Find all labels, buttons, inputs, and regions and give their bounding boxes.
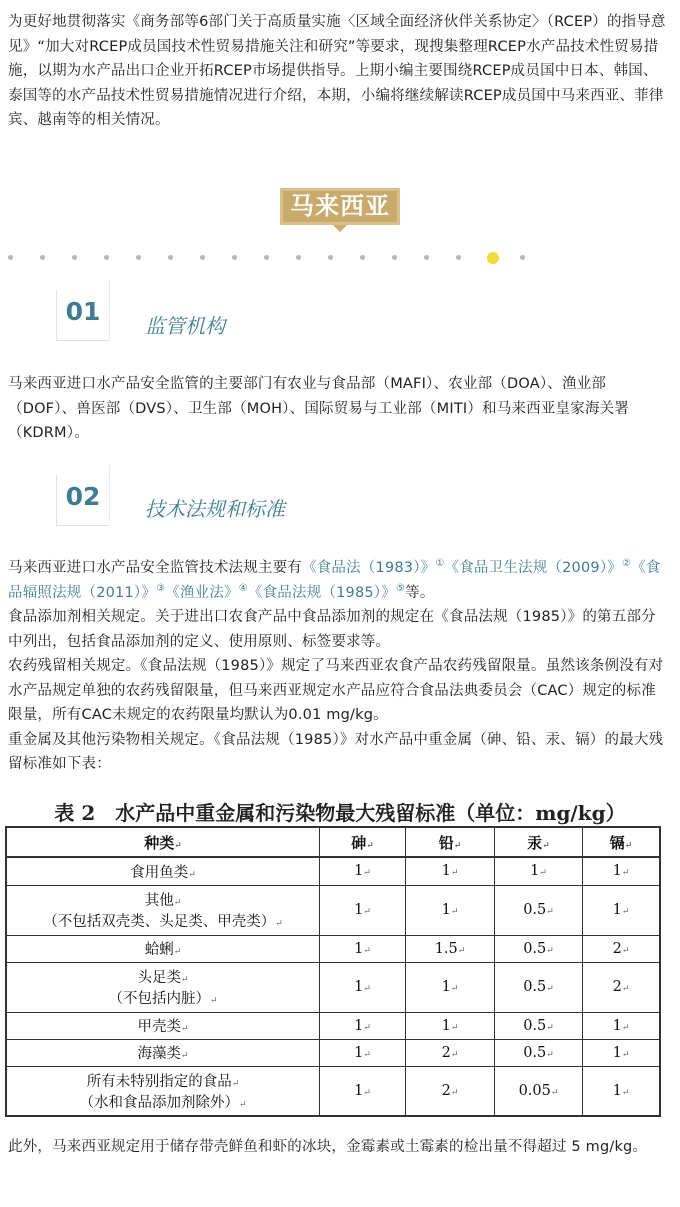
- table-row: [6, 885, 660, 935]
- active-dot: [487, 252, 499, 264]
- heavy-metal-table: [5, 826, 661, 1117]
- cell-value: 0.5↵: [495, 1039, 583, 1066]
- category-text: 其他: [144, 893, 174, 909]
- cell-value: 1↵: [583, 1012, 661, 1039]
- cell-value: 1↵: [320, 1012, 406, 1039]
- cell-value: 0.5↵: [495, 935, 583, 962]
- law-title: 《渔业法》: [165, 584, 239, 601]
- cell-category: 蛤蜊↵: [6, 935, 320, 962]
- law-title: 《食品法（1983）》: [302, 560, 436, 576]
- cell-value: 1↵: [320, 935, 406, 962]
- regulations-block: [8, 556, 668, 777]
- cell-value: 2↵: [406, 1066, 495, 1116]
- category-text: 头足类: [137, 970, 181, 986]
- law-title: 《食品辐照法规（2011）》: [8, 560, 661, 601]
- divider-dot: [520, 255, 525, 260]
- law-footnote-marker: ①: [435, 558, 445, 570]
- cell-value: 1↵: [320, 1039, 406, 1066]
- decorative-dot-divider: [8, 252, 548, 264]
- pesticides-paragraph: 农药残留相关规定。《食品法规（1985）》规定了马来西亚农食产品农药残留限量。虽然该条例没有对水产品规定单独的农药残留限量，但马来西亚规定水产品应符合食品法典委员会（CAC）规定的标准限量，所有CAC未规定的农药限量均默认为0.01 mg/kg。: [8, 658, 664, 723]
- divider-dot: [104, 255, 109, 260]
- section-number-01: 01: [56, 290, 109, 341]
- cell-value: 0.5↵: [495, 885, 583, 935]
- cell-value: 1↵: [406, 885, 495, 935]
- category-text: （不包括内脏）: [108, 991, 210, 1007]
- header-cadmium: 镉↵: [583, 827, 661, 857]
- cell-value: 0.5↵: [495, 1012, 583, 1039]
- laws-paragraph: [8, 556, 668, 605]
- cell-value: 2↵: [583, 935, 661, 962]
- table-row: [6, 857, 660, 885]
- category-text: 海藻类: [137, 1046, 181, 1062]
- divider-dot: [8, 255, 13, 260]
- divider-dot: [424, 255, 429, 260]
- metals-paragraph: 重金属及其他污染物相关规定。《食品法规（1985）》对水产品中重金属（砷、铅、汞、镉）的最大残留标准如下表：: [8, 731, 664, 772]
- table-title: 表 2 水产品中重金属和污染物最大残留标准（单位：mg/kg）: [54, 801, 626, 825]
- divider-dot: [136, 255, 141, 260]
- divider-dot: [264, 255, 269, 260]
- cell-category: 头足类↵ （不包括内脏）↵: [6, 962, 320, 1012]
- closing-paragraph: 此外，马来西亚规定用于储存带壳鲜鱼和虾的冰块，金霉素或土霉素的检出量不得超过 5 mg/kg。: [8, 1139, 648, 1155]
- cell-value: 1↵: [320, 1066, 406, 1116]
- cell-value: 1↵: [583, 1039, 661, 1066]
- divider-dot: [360, 255, 365, 260]
- additives-paragraph: 食品添加剂相关规定。关于进出口农食产品中食品添加剂的规定在《食品法规（1985）》的第五部分中列出，包括食品添加剂的定义、使用原则、标签要求等。: [8, 609, 656, 650]
- category-text: 所有未特别指定的食品: [86, 1073, 232, 1090]
- divider-dot: [168, 255, 173, 260]
- country-banner: 马来西亚: [280, 188, 400, 225]
- law-footnote-marker: ②: [621, 558, 632, 570]
- section-title-regulations: 技术法规和标准: [145, 497, 285, 521]
- laws-lead-end: 等。: [405, 584, 435, 601]
- cell-category: 食用鱼类↵: [6, 857, 320, 885]
- divider-dot: [392, 255, 397, 260]
- cell-category: 海藻类↵: [6, 1039, 320, 1066]
- section-title-regulators: 监管机构: [145, 314, 225, 338]
- cell-value: 1↵: [583, 885, 661, 935]
- law-title: 《食品卫生法规（2009）》: [444, 560, 622, 576]
- law-footnote-marker: ④: [238, 582, 248, 594]
- cell-value: 1↵: [320, 857, 406, 885]
- divider-dot: [296, 255, 301, 260]
- table-row: [6, 935, 660, 962]
- header-category: 种类↵: [6, 827, 320, 857]
- category-text: 食用鱼类: [130, 864, 189, 881]
- cell-value: 2↵: [583, 962, 661, 1012]
- intro-paragraph: 为更好地贯彻落实《商务部等6部门关于高质量实施〈区域全面经济伙伴关系协定〉（RCEP）的指导意见》“加大对RCEP成员国技术性贸易措施关注和研究”等要求，现搜集整理RCEP水产品技术性贸易措施，以期为水产品出口企业开拓RCEP市场提供指导。上期小编主要围绕RCEP成员国中日本、韩国、泰国等的水产品技术性贸易措施情况进行介绍，本期，小编将继续解读RCEP成员国中马来西亚、菲律宾、越南等的相关情况。: [8, 14, 666, 128]
- law-footnote-marker: ⑤: [395, 582, 406, 594]
- divider-dot: [328, 255, 333, 260]
- table-row: [6, 1012, 660, 1039]
- cell-value: 2↵: [406, 1039, 495, 1066]
- cell-category: 其他↵ （不包括双壳类、头足类、甲壳类）↵: [6, 885, 320, 935]
- header-lead: 铅↵: [406, 827, 495, 857]
- divider-dot: [40, 255, 45, 260]
- cell-value: 1↵: [406, 962, 495, 1012]
- divider-dot: [232, 255, 237, 260]
- cell-value: 1↵: [583, 1066, 661, 1116]
- divider-dot: [456, 255, 461, 260]
- category-text: 甲壳类: [137, 1019, 181, 1035]
- category-text: 蛤蜊: [144, 942, 174, 958]
- header-arsenic: 砷↵: [320, 827, 406, 857]
- cell-value: 1↵: [583, 857, 661, 885]
- category-text: （不包括双壳类、头足类、甲壳类）: [43, 914, 276, 930]
- law-footnote-marker: ③: [156, 582, 166, 594]
- table-row: [6, 962, 660, 1012]
- cell-value: 1↵: [320, 885, 406, 935]
- laws-lead: 马来西亚进口水产品安全监管技术法规主要有: [8, 560, 302, 576]
- section-number-02: 02: [56, 475, 109, 526]
- divider-dot: [72, 255, 77, 260]
- cell-value: 1↵: [320, 962, 406, 1012]
- regulators-paragraph: 马来西亚进口水产品安全监管的主要部门有农业与食品部（MAFI）、农业部（DOA）、渔业部（DOF）、兽医部（DVS）、卫生部（MOH）、国际贸易与工业部（MITI）和马来西亚皇家海关署（KDRM）。: [8, 376, 630, 441]
- cell-value: 1↵: [406, 1012, 495, 1039]
- cell-value: 0.5↵: [495, 962, 583, 1012]
- cell-value: 1↵: [495, 857, 583, 885]
- cell-value: 1↵: [406, 857, 495, 885]
- divider-dot: [200, 255, 205, 260]
- table-row: [6, 1066, 660, 1116]
- cell-category: 甲壳类↵: [6, 1012, 320, 1039]
- cell-category: 所有未特别指定的食品↵ （水和食品添加剂除外）↵: [6, 1066, 320, 1116]
- category-text: （水和食品添加剂除外）: [79, 1094, 239, 1111]
- table-header-row: [6, 827, 660, 857]
- cell-value: 1.5↵: [406, 935, 495, 962]
- cell-value: 0.05↵: [495, 1066, 583, 1116]
- table-row: [6, 1039, 660, 1066]
- header-mercury: 汞↵: [495, 827, 583, 857]
- law-title: 《食品法规（1985）》: [247, 584, 396, 601]
